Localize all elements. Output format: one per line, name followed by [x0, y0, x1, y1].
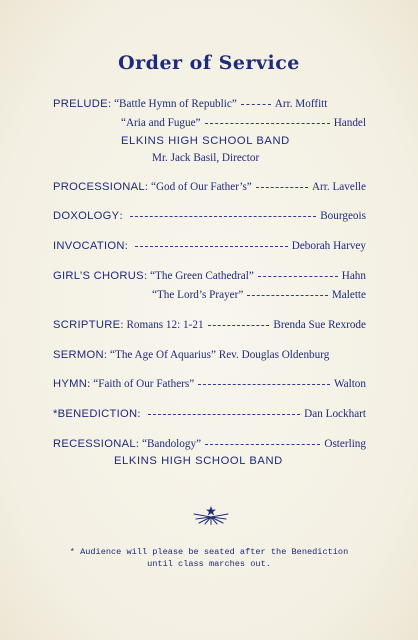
prelude-row: PRELUDE : “Battle Hymn of Republic” Arr. Moffitt: [53, 98, 328, 110]
processional-row: PROCESSIONAL : “God of Our Father’s” Arr. Lavelle: [53, 181, 366, 193]
footnote-line-1: * Audience will please be seated after the Benediction: [69, 547, 349, 557]
hymn-label: HYMN: [53, 378, 88, 390]
sermon-row: SERMON : “The Age Of Aquarius” Rev. Douglas Oldenburg: [53, 349, 330, 361]
recessional-band-row: [114, 455, 283, 467]
recessional-composer: Osterling: [324, 438, 366, 450]
scripture-label: SCRIPTURE: [53, 319, 121, 331]
prelude-piece-2: “Aria and Fugue”: [121, 117, 201, 129]
leader-line: [241, 104, 271, 105]
leader-line: [258, 276, 338, 277]
processional-piece: “God of Our Father’s”: [151, 181, 252, 193]
prelude-row-2: [121, 117, 366, 129]
sermon-label: SERMON: [53, 349, 104, 361]
chorus-label: GIRL’S CHORUS: [53, 270, 144, 282]
invocation-row: INVOCATION : Deborah Harvey: [53, 240, 366, 252]
leader-line: [205, 123, 330, 124]
recessional-row: RECESSIONAL : “Bandology” Osterling: [53, 438, 366, 450]
page-title: Order of Service: [118, 52, 300, 74]
processional-label: PROCESSIONAL: [53, 181, 145, 193]
scripture-reference: Romans 12: 1-21: [126, 319, 204, 331]
invocation-label: INVOCATION: [53, 240, 125, 252]
prelude-label: PRELUDE: [53, 98, 108, 110]
prelude-band-row: [121, 135, 290, 147]
hymn-row: HYMN : “Faith of Our Fathers” Walton: [53, 378, 366, 390]
prelude-composer-2: Handel: [333, 117, 366, 129]
leader-line: [247, 295, 328, 296]
star-ornament-icon: [192, 505, 230, 525]
leader-line: [205, 444, 320, 445]
chorus-composer-1: Hahn: [341, 270, 366, 282]
hymn-composer: Walton: [333, 378, 366, 390]
chorus-composer-2: Malette: [331, 289, 366, 301]
prelude-composer-1: Arr. Moffitt: [274, 98, 328, 110]
doxology-composer: Bourgeois: [320, 210, 366, 222]
invocation-person: Deborah Harvey: [291, 240, 366, 252]
leader-line: [198, 384, 330, 385]
recessional-band: ELKINS HIGH SCHOOL BAND: [114, 455, 283, 467]
processional-composer: Arr. Lavelle: [311, 181, 366, 193]
benediction-row: *BENEDICTION : Dan Lockhart: [53, 408, 366, 420]
leader-line: [208, 325, 270, 326]
benediction-label: *BENEDICTION: [53, 408, 138, 420]
prelude-band: ELKINS HIGH SCHOOL BAND: [121, 135, 290, 147]
leader-line: [130, 216, 317, 217]
recessional-piece: “Bandology”: [142, 438, 202, 450]
scripture-reader: Brenda Sue Rexrode: [273, 319, 366, 331]
sermon-title: “The Age Of Aquarius” Rev. Douglas Oldenburg: [110, 349, 330, 361]
chorus-piece-2: “The Lord’s Prayer”: [152, 289, 244, 301]
recessional-label: RECESSIONAL: [53, 438, 136, 450]
chorus-row: GIRL’S CHORUS : “The Green Cathedral” Hahn: [53, 270, 366, 282]
prelude-director: Mr. Jack Basil, Director: [152, 152, 260, 164]
footnote-line-2: until class marches out.: [147, 559, 271, 569]
benediction-person: Dan Lockhart: [304, 408, 366, 420]
leader-line: [256, 187, 308, 188]
leader-line: [135, 246, 288, 247]
doxology-label: DOXOLOGY: [53, 210, 120, 222]
prelude-piece-1: “Battle Hymn of Republic”: [114, 98, 237, 110]
prelude-director-row: [152, 152, 259, 164]
chorus-piece-1: “The Green Cathedral”: [150, 270, 254, 282]
scripture-row: SCRIPTURE : Romans 12: 1-21 Brenda Sue Rexrode: [53, 319, 366, 331]
hymn-title: “Faith of Our Fathers”: [93, 378, 195, 390]
doxology-row: DOXOLOGY : Bourgeois: [53, 210, 366, 222]
leader-line: [148, 414, 301, 415]
chorus-row-2: [152, 289, 366, 301]
